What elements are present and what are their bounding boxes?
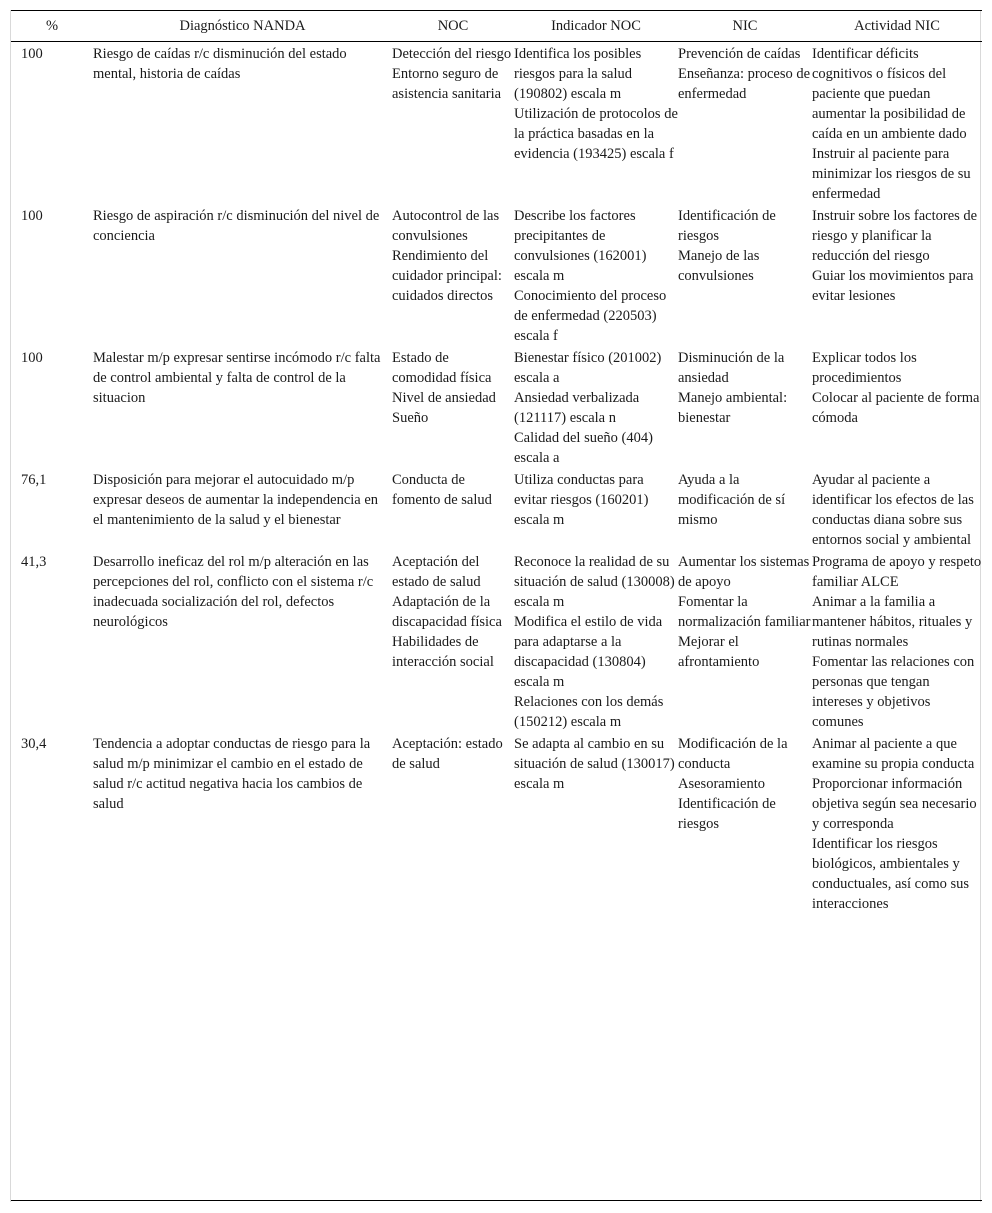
table-row <box>11 732 982 914</box>
cell-indicador <box>514 346 678 468</box>
actividad-entry: Instruir al paciente para minimizar los riesgos de su enfermedad <box>812 146 971 202</box>
nic-entry: Modificación de la conducta <box>678 736 788 772</box>
nic-entry: Mejorar el afrontamiento <box>678 634 760 670</box>
table-row <box>11 204 982 346</box>
cell-indicador <box>514 732 678 914</box>
noc-entry: Conducta de fomento de salud <box>392 472 492 508</box>
column-header-indicador: Indicador NOC <box>514 11 678 42</box>
cell-actividad <box>812 204 982 346</box>
indicador-entry: Utilización de protocolos de la práctica basadas en la evidencia (193425) escala f <box>514 106 678 162</box>
actividad-entry: Explicar todos los procedimientos <box>812 350 917 386</box>
cell-nic <box>678 346 812 468</box>
indicador-entry: Reconoce la realidad de su situación de salud (130008) escala m <box>514 554 675 610</box>
noc-entry: Adaptación de la discapacidad física <box>392 594 502 630</box>
cell-percent: 100 <box>21 350 43 366</box>
actividad-entry: Instruir sobre los factores de riesgo y planificar la reducción del riesgo <box>812 208 978 264</box>
column-header-diagnostico: Diagnóstico NANDA <box>93 11 392 42</box>
document-page <box>10 10 981 1202</box>
indicador-entry: Modifica el estilo de vida para adaptarse a la discapacidad (130804) escala m <box>514 614 663 690</box>
cell-diagnostico: Riesgo de aspiración r/c disminución del nivel de conciencia <box>93 208 380 244</box>
cell-percent: 100 <box>21 46 43 62</box>
actividad-entry: Animar al paciente a que examine su propia conducta <box>812 736 975 772</box>
actividad-entry: Programa de apoyo y respeto familiar ALCE <box>812 554 982 590</box>
column-header-noc: NOC <box>392 11 514 42</box>
table-body <box>11 42 982 915</box>
actividad-entry: Ayudar al paciente a identificar los efectos de las conductas diana sobre sus entornos social y ambiental <box>812 472 974 548</box>
indicador-entry: Describe los factores precipitantes de convulsiones (162001) escala m <box>514 208 647 284</box>
noc-entry: Estado de comodidad física <box>392 350 492 386</box>
indicador-entry: Se adapta al cambio en su situación de salud (130017) escala m <box>514 736 675 792</box>
table-row <box>11 42 982 205</box>
column-header-actividad: Actividad NIC <box>812 11 982 42</box>
indicador-entry: Conocimiento del proceso de enfermedad (220503) escala f <box>514 288 667 344</box>
noc-entry: Nivel de ansiedad <box>392 390 496 406</box>
cell-actividad <box>812 550 982 732</box>
indicador-entry: Bienestar físico (201002) escala a <box>514 350 662 386</box>
nic-entry: Manejo de las convulsiones <box>678 248 760 284</box>
actividad-entry: Identificar déficits cognitivos o físicos del paciente que puedan aumentar la posibilidad de caída en un ambiente dado <box>812 46 967 142</box>
nic-entry: Asesoramiento <box>678 776 765 792</box>
cell-nic <box>678 732 812 914</box>
cell-actividad <box>812 42 982 205</box>
column-header-nic: NIC <box>678 11 812 42</box>
cell-noc <box>392 204 514 346</box>
actividad-entry: Guiar los movimientos para evitar lesiones <box>812 268 974 304</box>
indicador-entry: Ansiedad verbalizada (121117) escala n <box>514 390 640 426</box>
cell-actividad <box>812 732 982 914</box>
nic-entry: Identificación de riesgos <box>678 796 776 832</box>
cell-percent: 76,1 <box>21 472 47 488</box>
cell-noc <box>392 346 514 468</box>
actividad-entry: Fomentar las relaciones con personas que tengan intereses y objetivos comunes <box>812 654 975 730</box>
nic-entry: Enseñanza: proceso de enfermedad <box>678 66 811 102</box>
nic-entry: Aumentar los sistemas de apoyo <box>678 554 810 590</box>
nic-entry: Manejo ambiental: bienestar <box>678 390 788 426</box>
table-row <box>11 550 982 732</box>
noc-entry: Aceptación: estado de salud <box>392 736 503 772</box>
cell-percent: 100 <box>21 208 43 224</box>
noc-entry: Autocontrol de las convulsiones <box>392 208 500 244</box>
cell-diagnostico: Riesgo de caídas r/c disminución del estado mental, historia de caídas <box>93 46 347 82</box>
indicador-entry: Utiliza conductas para evitar riesgos (160201) escala m <box>514 472 649 528</box>
table-header-row <box>11 11 982 42</box>
actividad-entry: Animar a la familia a mantener hábitos, rituales y rutinas normales <box>812 594 973 650</box>
actividad-entry: Colocar al paciente de forma cómoda <box>812 390 980 426</box>
actividad-entry: Identificar los riesgos biológicos, ambientales y conductuales, así como sus interacciones <box>812 836 970 912</box>
cell-noc <box>392 550 514 732</box>
cell-indicador <box>514 550 678 732</box>
noc-entry: Detección del riesgo <box>392 46 512 62</box>
cell-noc <box>392 732 514 914</box>
noc-entry: Aceptación del estado de salud <box>392 554 481 590</box>
nic-entry: Fomentar la normalización familiar <box>678 594 811 630</box>
cell-diagnostico: Desarrollo ineficaz del rol m/p alteración en las percepciones del rol, conflicto con el sistema r/c inadecuada socialización del rol, defectos neurológicos <box>93 554 374 630</box>
cell-nic <box>678 550 812 732</box>
cell-nic <box>678 42 812 205</box>
cell-actividad <box>812 346 982 468</box>
cell-diagnostico: Disposición para mejorar el autocuidado m/p expresar deseos de aumentar la independencia en el mantenimiento de la salud y el bienestar <box>93 472 379 528</box>
indicador-entry: Identifica los posibles riesgos para la salud (190802) escala m <box>514 46 642 102</box>
table-row <box>11 468 982 550</box>
nic-entry: Ayuda a la modificación de sí mismo <box>678 472 786 528</box>
cell-nic <box>678 204 812 346</box>
cell-actividad <box>812 468 982 550</box>
cell-diagnostico: Malestar m/p expresar sentirse incómodo r/c falta de control ambiental y falta de control de la situacion <box>93 350 381 406</box>
cell-diagnostico: Tendencia a adoptar conductas de riesgo para la salud m/p minimizar el cambio en el estado de salud r/c actitud negativa hacia los cambios de salud <box>93 736 371 812</box>
cell-noc <box>392 42 514 205</box>
cell-percent: 30,4 <box>21 736 47 752</box>
cell-indicador <box>514 468 678 550</box>
column-header-percent: % <box>11 11 93 42</box>
cell-indicador <box>514 42 678 205</box>
cell-indicador <box>514 204 678 346</box>
noc-entry: Entorno seguro de asistencia sanitaria <box>392 66 502 102</box>
nic-entry: Identificación de riesgos <box>678 208 776 244</box>
noc-entry: Sueño <box>392 410 429 426</box>
noc-entry: Habilidades de interacción social <box>392 634 494 670</box>
noc-entry: Rendimiento del cuidador principal: cuidados directos <box>392 248 502 304</box>
actividad-entry: Proporcionar información objetiva según sea necesario y corresponda <box>812 776 977 832</box>
cell-noc <box>392 468 514 550</box>
table-row <box>11 346 982 468</box>
nanda-noc-nic-table <box>11 10 982 914</box>
indicador-entry: Relaciones con los demás (150212) escala m <box>514 694 664 730</box>
nic-entry: Disminución de la ansiedad <box>678 350 785 386</box>
cell-nic <box>678 468 812 550</box>
table-bottom-rule <box>11 1200 982 1201</box>
cell-percent: 41,3 <box>21 554 47 570</box>
indicador-entry: Calidad del sueño (404) escala a <box>514 430 653 466</box>
nic-entry: Prevención de caídas <box>678 46 801 62</box>
